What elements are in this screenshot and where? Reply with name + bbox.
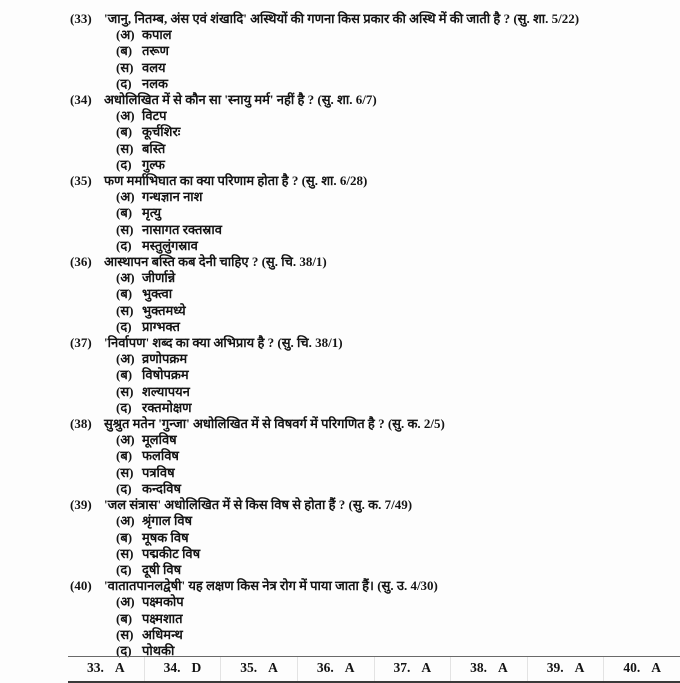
- options-list: [70, 594, 676, 659]
- option-label: (स): [116, 140, 134, 156]
- option-label: (द): [116, 480, 132, 496]
- question-block: [70, 416, 676, 497]
- question-block: [70, 254, 676, 335]
- answer-cell: [144, 657, 221, 681]
- option-label: (स): [116, 545, 134, 561]
- answer-question-number: 36.: [316, 660, 334, 675]
- option-row: [116, 530, 676, 546]
- answer-question-number: 34.: [163, 660, 181, 675]
- option-row: [116, 594, 676, 610]
- question-number: (40): [70, 578, 92, 594]
- option-text: पद्मकीट विष: [142, 545, 201, 561]
- option-row: [116, 108, 676, 124]
- options-list: [70, 189, 676, 254]
- option-row: [116, 76, 676, 92]
- option-label: (द): [116, 399, 132, 415]
- option-label: (ब): [116, 610, 133, 626]
- answer-cell: [68, 657, 144, 681]
- answer-question-number: 40.: [623, 660, 641, 675]
- option-row: [116, 319, 676, 335]
- answer-question-number: 33.: [87, 660, 104, 675]
- answer-letter: A: [268, 660, 278, 675]
- option-row: [116, 205, 676, 221]
- option-label: (अ): [116, 189, 135, 205]
- option-text: पक्ष्मशात: [142, 610, 183, 626]
- option-label: (द): [116, 642, 132, 658]
- option-row: [116, 481, 676, 497]
- option-text: वलय: [142, 59, 166, 75]
- option-label: (ब): [116, 448, 133, 464]
- option-label: (स): [116, 221, 134, 237]
- option-row: [116, 157, 676, 173]
- option-label: (द): [116, 75, 132, 91]
- question-block: [70, 578, 676, 659]
- question-number: (35): [70, 173, 92, 189]
- question-text: 'निर्वापण' शब्द का क्या अभिप्राय है ? (सु. चि. 38/1): [104, 335, 343, 351]
- option-label: (ब): [116, 529, 133, 545]
- options-list: [70, 27, 676, 92]
- question-line: [70, 416, 676, 432]
- answer-letter: D: [191, 660, 202, 675]
- option-text: दूषी विष: [142, 561, 182, 577]
- answer-question-number: 39.: [546, 660, 564, 675]
- question-number: (36): [70, 254, 92, 270]
- option-row: [116, 465, 676, 481]
- option-label: (ब): [116, 367, 133, 383]
- option-row: [116, 546, 676, 562]
- option-text: मूषक विष: [142, 529, 189, 545]
- option-label: (स): [116, 626, 134, 642]
- answer-letter: A: [421, 660, 432, 675]
- option-label: (अ): [116, 432, 135, 448]
- option-row: [116, 627, 676, 643]
- option-label: (स): [116, 59, 134, 75]
- option-row: [116, 60, 676, 76]
- option-label: (ब): [116, 286, 133, 302]
- question-block: [70, 11, 676, 92]
- option-label: (अ): [116, 351, 135, 367]
- question-text: फण मर्माभिघात का क्या परिणाम होता है ? (सु. शा. 6/28): [104, 173, 368, 189]
- question-number: (38): [70, 416, 92, 432]
- option-row: [116, 611, 676, 627]
- option-text: भुक्तमध्ये: [142, 302, 186, 318]
- option-text: पोथकी: [142, 642, 175, 658]
- option-row: [116, 400, 676, 416]
- option-row: [116, 384, 676, 400]
- option-label: (द): [116, 237, 132, 253]
- option-text: रक्तमोक्षण: [142, 399, 192, 415]
- option-text: श्रृंगाल विष: [142, 513, 193, 529]
- option-row: [116, 286, 676, 302]
- question-number: (33): [70, 11, 92, 26]
- answer-cell: [603, 657, 680, 681]
- question-number: (37): [70, 335, 92, 351]
- option-row: [116, 351, 676, 367]
- option-text: गन्धज्ञान नाश: [142, 189, 203, 205]
- option-row: [116, 367, 676, 383]
- question-block: [70, 92, 676, 173]
- question-number: (39): [70, 497, 92, 513]
- answer-cell: [527, 657, 604, 681]
- options-list: [70, 432, 676, 497]
- option-row: [116, 432, 676, 448]
- option-label: (ब): [116, 124, 133, 140]
- question-line: [70, 335, 676, 351]
- answer-cell: [374, 657, 451, 681]
- options-list: [70, 351, 676, 416]
- option-row: [116, 238, 676, 254]
- option-text: पक्ष्मकोप: [142, 594, 184, 610]
- question-line: [70, 578, 676, 594]
- question-text: 'जानु, नितम्ब, अंस एवं शंखादि' अस्थियों की गणना किस प्रकार की अस्थि में की जाती है ? (सु. शा. 5/22): [104, 11, 580, 26]
- option-text: विषोपक्रम: [142, 367, 189, 383]
- question-line: [70, 497, 676, 513]
- option-text: बस्ति: [142, 140, 166, 156]
- answer-cell: [450, 657, 527, 681]
- option-text: कपाल: [142, 27, 172, 43]
- questions-list: [70, 11, 676, 659]
- option-text: मृत्यु: [142, 205, 162, 221]
- answer-cell: [220, 657, 297, 681]
- option-label: (अ): [116, 108, 135, 124]
- options-list: [70, 108, 676, 173]
- option-label: (द): [116, 561, 132, 577]
- question-text: 'वातातपानलद्वेषी' यह लक्षण किस नेत्र रोग में पाया जाता हैं। (सु. उ. 4/30): [104, 578, 438, 594]
- answer-letter: A: [114, 660, 125, 675]
- option-text: व्रणोपक्रम: [142, 351, 188, 367]
- option-row: [116, 513, 676, 529]
- option-row: [116, 124, 676, 140]
- option-row: [116, 222, 676, 238]
- answer-question-number: 35.: [240, 660, 258, 675]
- option-label: (अ): [116, 27, 135, 43]
- question-text: 'जल संत्रास' अधोलिखित में से किस विष से होता हैं ? (सु. क. 7/49): [104, 497, 413, 513]
- option-row: [116, 43, 676, 59]
- option-text: नलक: [142, 75, 169, 91]
- option-text: मस्तुलुंगस्राव: [142, 237, 198, 253]
- option-row: [116, 303, 676, 319]
- option-text: मूलविष: [142, 432, 177, 448]
- option-text: विटप: [142, 108, 167, 124]
- option-text: गुल्फ: [142, 156, 165, 172]
- option-text: भुक्त्वा: [142, 286, 173, 302]
- option-text: कन्दविष: [142, 480, 182, 496]
- question-text: सुश्रुत मतेन 'गुन्जा' अधोलिखित में से विषवर्ग में परिगणित है ? (सु. क. 2/5): [104, 416, 445, 432]
- option-row: [116, 141, 676, 157]
- option-row: [116, 270, 676, 286]
- option-label: (स): [116, 464, 134, 480]
- answer-letter: A: [344, 660, 355, 675]
- option-text: शल्यापयन: [142, 383, 190, 399]
- question-block: [70, 497, 676, 578]
- question-line: [70, 254, 676, 270]
- option-label: (द): [116, 318, 132, 334]
- option-row: [116, 562, 676, 578]
- question-line: [70, 92, 676, 108]
- option-text: अधिमन्थ: [142, 626, 183, 642]
- option-text: तरूण: [142, 43, 169, 59]
- question-text: अधोलिखित में से कौन सा 'स्नायु मर्म' नहीं है ? (सु. शा. 6/7): [104, 92, 377, 108]
- answer-cell: [297, 657, 374, 681]
- option-text: जीर्णान्ने: [142, 270, 176, 286]
- option-row: [116, 189, 676, 205]
- option-text: नासागत रक्तस्राव: [142, 221, 222, 237]
- option-text: कूर्चशिरः: [142, 124, 181, 140]
- answer-question-number: 37.: [393, 660, 411, 675]
- option-label: (ब): [116, 205, 133, 221]
- question-line: [70, 11, 676, 27]
- question-block: [70, 335, 676, 416]
- question-text: आस्थापन बस्ति कब देनी चाहिए ? (सु. चि. 38/1): [104, 254, 327, 270]
- option-row: [116, 448, 676, 464]
- option-label: (स): [116, 302, 134, 318]
- option-label: (द): [116, 156, 132, 172]
- answer-letter: A: [651, 660, 661, 675]
- question-number: (34): [70, 92, 92, 108]
- options-list: [70, 513, 676, 578]
- answer-question-number: 38.: [470, 660, 487, 675]
- option-label: (अ): [116, 270, 135, 286]
- options-list: [70, 270, 676, 335]
- option-label: (स): [116, 383, 134, 399]
- option-label: (अ): [116, 513, 135, 529]
- option-text: प्राग्भक्त: [142, 318, 180, 334]
- question-block: [70, 173, 676, 254]
- option-label: (अ): [116, 594, 135, 610]
- option-text: फलविष: [142, 448, 179, 464]
- answer-key-row: [68, 656, 680, 683]
- option-text: पत्रविष: [142, 464, 175, 480]
- answer-letter: A: [498, 660, 508, 675]
- option-row: [116, 27, 676, 43]
- answer-letter: A: [574, 660, 585, 675]
- question-line: [70, 173, 676, 189]
- option-label: (ब): [116, 43, 133, 59]
